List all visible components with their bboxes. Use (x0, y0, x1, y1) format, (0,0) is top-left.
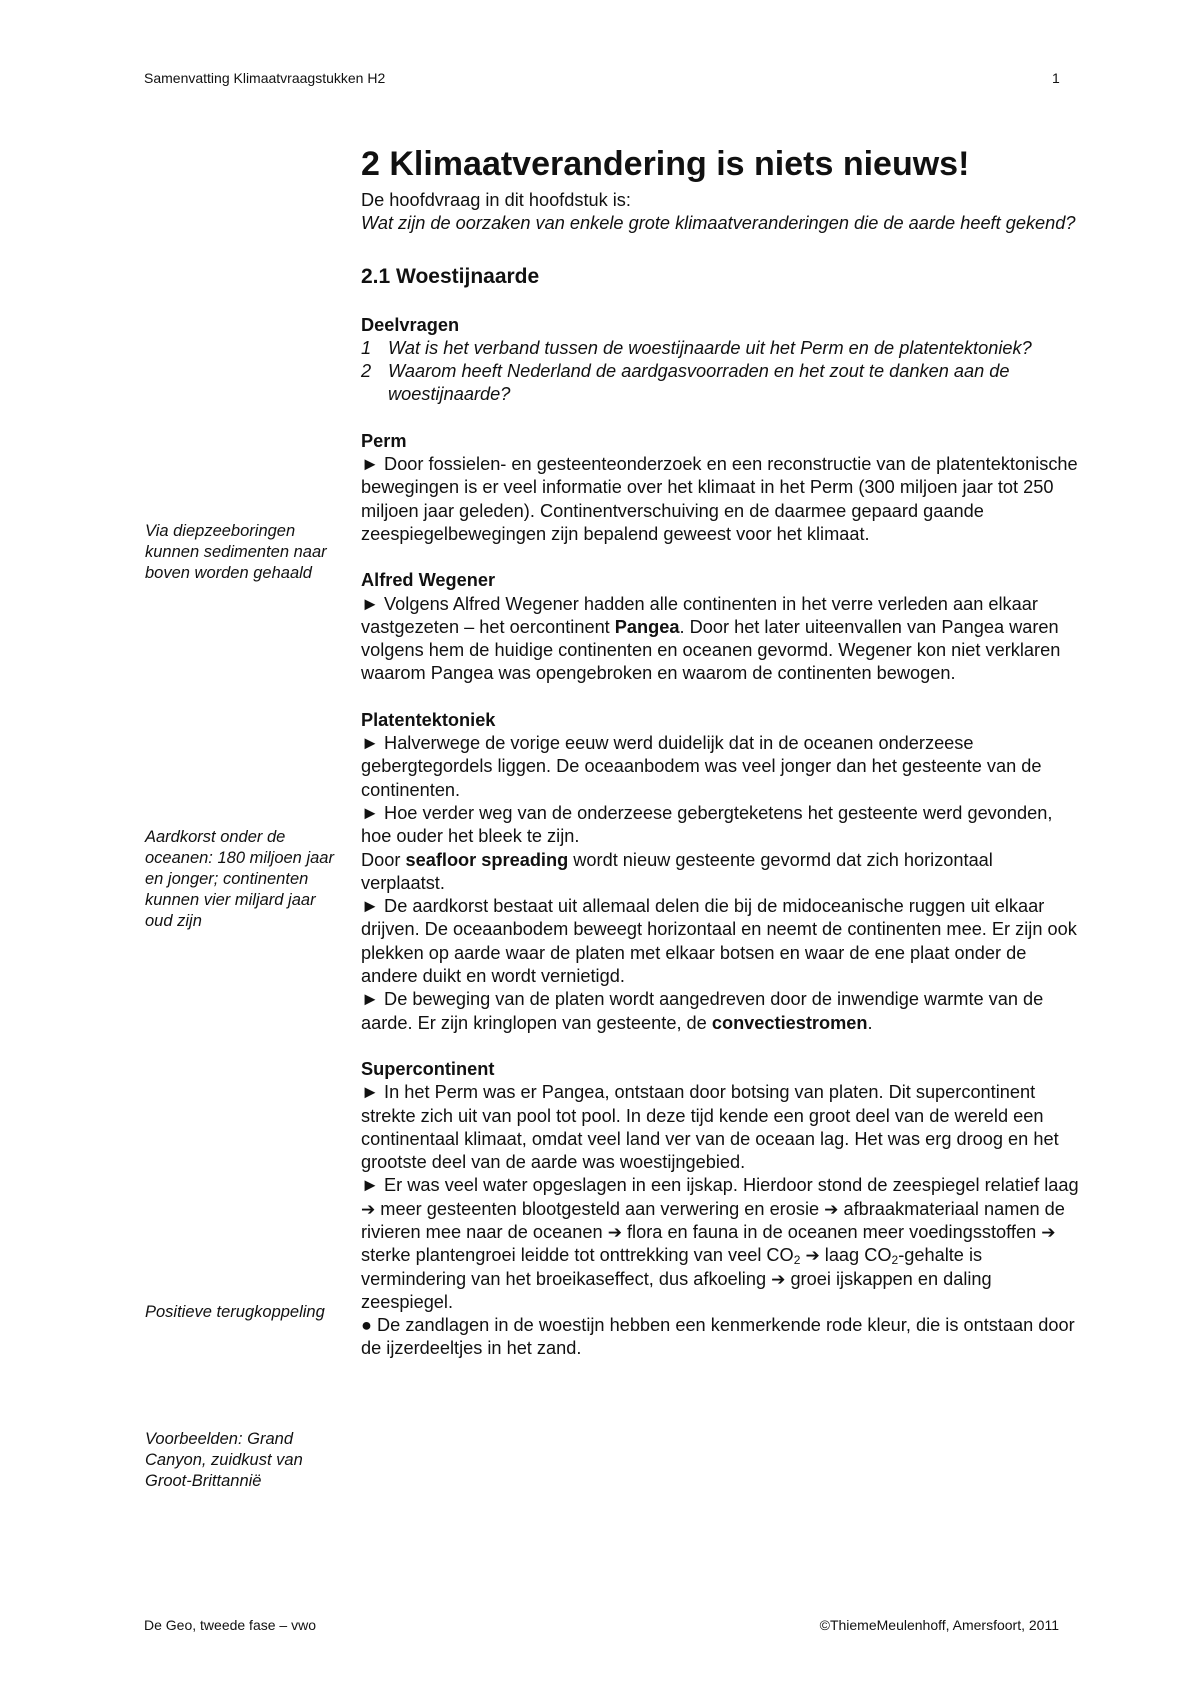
text-part: ► Er was veel water opgeslagen in een ijskap. Hierdoor stond de zeespiegel relatief laag (361, 1175, 1079, 1196)
margin-note-terugkoppeling: Positieve terugkoppeling (145, 1303, 325, 1321)
platentektoniek-block (361, 709, 1081, 1035)
footer-publication: De Geo, tweede fase – vwo (144, 1617, 316, 1633)
text-part: -gehalte is vermindering van het broeikaseffect, dus afkoeling (361, 1245, 983, 1289)
arrow-icon: ➔ (361, 1199, 376, 1219)
term-pangea: Pangea (614, 616, 680, 637)
wegener-text-part: . Door het later uiteenvallen van Pangea waren volgens hem de huidige continenten en oceanen gevormd. Wegener kon niet verklaren waarom Pangea was opengebroken en waarom de continenten bewogen. (361, 616, 1061, 684)
margin-note-voorbeelden: Voorbeelden: Grand Canyon, zuidkust van Groot-Brittannië (145, 1430, 303, 1490)
text-part: groei ijskappen en daling zeespiegel. (361, 1268, 992, 1312)
margin-note-diepzeeboringen: Via diepzeeboringen kunnen sedimenten naar boven worden gehaald (145, 522, 327, 582)
section-title: 2.1 Woestijnaarde (361, 264, 540, 288)
perm-text: ► Door fossielen- en gesteenteonderzoek en een reconstructie van de platentektonische bewegingen is er veel informatie over het klimaat in het Perm (300 miljoen jaar tot 250 miljoen jaar geleden). Continentverschuiving en de daarmee gepaard gaande zeespiegelbewegingen zijn bepalend geweest voor het klimaat. (361, 454, 1078, 544)
list-item (361, 337, 1081, 360)
term-seafloor-spreading: seafloor spreading (405, 849, 569, 870)
supercontinent-p1: ► In het Perm was er Pangea, ontstaan door botsing van platen. Dit supercontinent strekte zich uit van pool tot pool. In deze tijd kende een groot deel van de wereld een continentaal klimaat, omdat veel land ver van de oceaan lag. Het was erg droog en het grootste deel van de aarde was woestijngebied. (361, 1082, 1059, 1173)
text-part: Door (361, 849, 406, 870)
deelvragen-heading: Deelvragen (361, 314, 460, 335)
subscript: 2 (793, 1253, 801, 1268)
arrow-icon: ➔ (824, 1199, 839, 1219)
list-item-number: 2 (361, 361, 372, 382)
main-question: Wat zijn de oorzaken van enkele grote klimaatveranderingen die de aarde heeft gekend? (361, 213, 1076, 234)
main-content (361, 144, 1081, 1361)
text-part: meer gesteenten blootgesteld aan verwering en erosie (375, 1198, 825, 1219)
list-item (361, 360, 1081, 407)
arrow-icon: ➔ (771, 1269, 786, 1289)
platentektoniek-p4: ► De aardkorst bestaat uit allemaal delen die bij de midoceanische ruggen uit elkaar drijven. De oceaanbodem beweegt horizontaal en neemt de continenten mee. Er zijn ook plekken op aarde waar de platen met elkaar botsen en waar de ene plaat onder de andere duikt en wordt vernietigd. (361, 896, 1077, 987)
deelvragen-list (361, 337, 1081, 407)
text-part: afbraakmateriaal namen de rivieren mee naar de oceanen (361, 1198, 1065, 1242)
arrow-icon: ➔ (607, 1222, 622, 1242)
supercontinent-block (361, 1058, 1081, 1361)
list-item-text: Wat is het verband tussen de woestijnaarde uit het Perm en de platentektoniek? (388, 337, 1032, 358)
wegener-heading: Alfred Wegener (361, 570, 496, 591)
supercontinent-p2 (361, 1174, 1081, 1314)
platentektoniek-p3 (361, 849, 1081, 896)
footer-copyright: ©ThiemeMeulenhoff, Amersfoort, 2011 (819, 1617, 1059, 1633)
platentektoniek-p2: ► Hoe verder weg van de onderzeese gebergteketens het gesteente werd gevonden, hoe ouder het bleek te zijn. (361, 802, 1053, 847)
wegener-text (361, 593, 1081, 686)
margin-note-aardkorst: Aardkorst onder de oceanen: 180 miljoen jaar en jonger; continenten kunnen vier miljard jaar oud zijn (145, 828, 334, 930)
page-number: 1 (1052, 70, 1060, 86)
text-part: sterke plantengroei leidde tot onttrekking van veel CO (361, 1245, 794, 1266)
perm-heading: Perm (361, 430, 407, 451)
arrow-icon: ➔ (805, 1246, 820, 1266)
wegener-block (361, 569, 1081, 685)
text-part: ► De beweging van de platen wordt aangedreven door de inwendige warmte van de aarde. Er zijn kringlopen van gesteente, de (361, 989, 1044, 1033)
perm-block (361, 430, 1081, 546)
text-part: . (867, 1012, 873, 1033)
deelvragen-block (361, 314, 1081, 407)
chapter-lead: De hoofdvraag in dit hoofdstuk is: (361, 190, 631, 210)
subscript: 2 (891, 1253, 899, 1268)
list-item-number: 1 (361, 337, 372, 358)
chapter-title: 2 Klimaatverandering is niets nieuws! (361, 145, 970, 183)
platentektoniek-p5 (361, 988, 1081, 1035)
running-header: Samenvatting Klimaatvraagstukken H2 (144, 70, 386, 86)
term-convectiestromen: convectiestromen (711, 1012, 868, 1033)
arrow-icon: ➔ (1041, 1222, 1056, 1242)
platentektoniek-p1: ► Halverwege de vorige eeuw werd duidelijk dat in de oceanen onderzeese gebergtegordels liggen. De oceaanbodem was veel jonger dan het gesteente van de continenten. (361, 733, 1042, 800)
text-part: flora en fauna in de oceanen meer voedingsstoffen (621, 1221, 1042, 1242)
text-part: wordt nieuw gesteente gevormd dat zich horizontaal verplaatst. (361, 849, 993, 893)
platentektoniek-heading: Platentektoniek (361, 709, 496, 730)
wegener-text-part: ► Volgens Alfred Wegener hadden alle continenten in het verre verleden aan elkaar vastgezeten – het oercontinent (361, 593, 1038, 637)
list-item-text: Waarom heeft Nederland de aardgasvoorraden en het zout te danken aan de woestijnaarde? (388, 361, 1010, 405)
supercontinent-p3: ● De zandlagen in de woestijn hebben een kenmerkende rode kleur, die is ontstaan door de ijzerdeeltjes in het zand. (361, 1315, 1075, 1359)
text-part: laag CO (819, 1245, 892, 1266)
supercontinent-heading: Supercontinent (361, 1058, 495, 1079)
